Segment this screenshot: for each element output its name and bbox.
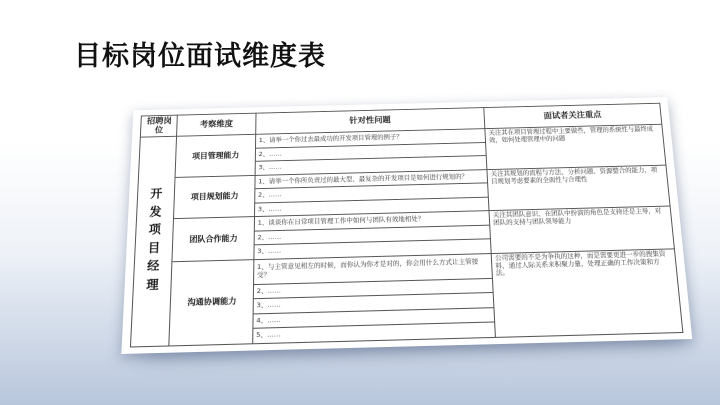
position-char: 经	[146, 258, 160, 274]
header-dimension: 考察维度	[177, 113, 256, 136]
position-char: 开	[150, 186, 163, 201]
focus-cell: 关注其团队意识、在团队中扮演的角色是支持还是主导，对团队的支持与团队领导能力	[489, 206, 674, 253]
question-cell: 1、请举一个你过去最成功的开发项目管理的例子？	[255, 129, 485, 148]
dimension-cell: 沟通协调能力	[169, 260, 253, 346]
question-cell: 4、……	[253, 308, 495, 329]
focus-cell: 关注其规划的流程与方法、分析问题、资源整合的能力，项目规划考虑要素的全面性与合理性	[487, 165, 670, 211]
question-cell: 2、……	[254, 183, 488, 203]
question-cell: 1、请举一个你所负责过的最大型、最复杂的开发项目是如何进行规划的？	[255, 169, 488, 189]
question-cell: 1、与主管意见相左的时候，而你认为你才是对的，你会用什么方式让主管接受？	[253, 253, 492, 284]
question-cell: 2、……	[253, 278, 493, 299]
question-cell: 3、……	[254, 239, 492, 259]
question-cell: 2、……	[255, 142, 486, 161]
header-focus: 面试者关注重点	[484, 103, 662, 129]
question-cell: 3、……	[255, 156, 487, 175]
question-cell: 3、……	[254, 197, 489, 217]
question-cell: 2、……	[254, 225, 491, 245]
question-cell: 5、……	[252, 322, 495, 343]
dimension-cell: 项目管理能力	[175, 135, 255, 178]
question-cell: 1、谈谈你在日常项目管理工作中如何与团队有效地相处？	[254, 211, 490, 231]
dimension-cell: 项目规划能力	[174, 175, 255, 219]
interview-table-sheet	[121, 97, 692, 354]
header-questions: 针对性问题	[255, 108, 485, 135]
interview-dimension-table	[130, 103, 684, 348]
position-char: 项	[148, 222, 162, 237]
focus-cell: 公司需要的不是为争执的这种，而是需要更进一步的搜集资料，通过人际关系来积聚力量，处理正确的工作决策和方法。	[491, 249, 683, 338]
question-cell: 3、……	[253, 293, 494, 314]
header-position: 招聘岗位	[140, 115, 177, 137]
focus-cell: 关注其在项目管理过程中主要做些，管理的系统性与最终成效，如何处理管理中的问题	[485, 125, 666, 170]
position-char: 理	[146, 277, 159, 292]
position-char: 发	[149, 204, 162, 219]
slide-title: 目标岗位面试维度表	[74, 41, 326, 72]
dimension-cell: 团队合作能力	[172, 217, 254, 262]
position-char: 目	[147, 240, 161, 255]
